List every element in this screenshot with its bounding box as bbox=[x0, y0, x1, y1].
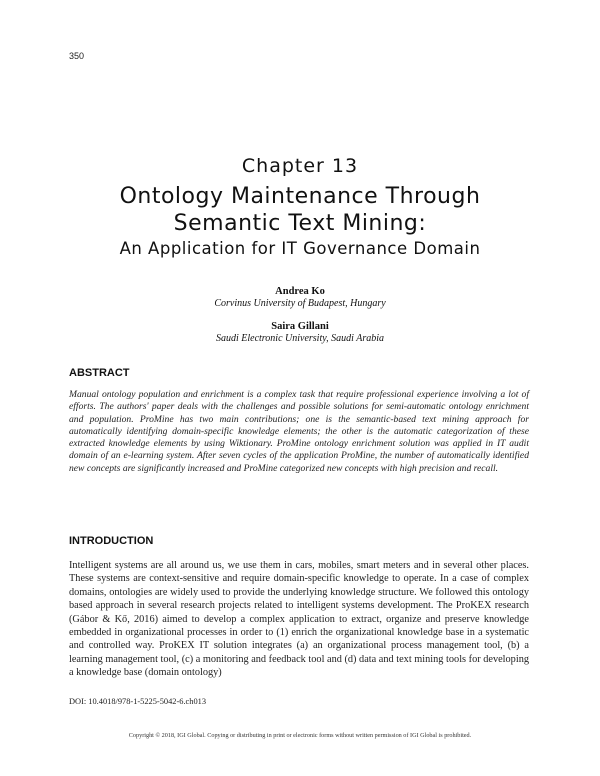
chapter-label: Chapter 13 bbox=[241, 155, 359, 177]
introduction-text: Intelligent systems are all around us, we use them in cars, mobiles, smart meters and in several other places. These systems are context-sensitive and require domain-specific knowledge to operate. In a case of complex domains, ontologies are widely used to provide the underlying knowledge structure. We followed this ontology based approach in several research projects related to intelligent systems development. The ProKEX research (Gábor & Kő, 2016) aimed to develop a complex application to extract, organize and preserve knowledge embedded in organizational processes in order to (1) enrich the organizational knowledge base in a systematic and controlled way. ProKEX IT solution integrates (a) an organizational process management tool, (b) a learning management tool, (c) a monitoring and feedback tool and (d) data and text mining tools for developing a knowledge base (domain ontology) bbox=[69, 560, 529, 679]
page-number: 350 bbox=[69, 51, 85, 61]
copyright-notice: Copyright © 2018, IGI Global. Copying or distributing in print or electronic forms without written permission of IGI Global is prohibited. bbox=[128, 732, 472, 739]
author-affiliation-2: Saudi Electronic University, Saudi Arabia bbox=[215, 333, 385, 344]
author-affiliation-1: Corvinus University of Budapest, Hungary bbox=[214, 298, 386, 309]
abstract-text: Manual ontology population and enrichment is a complex task that require professional experience involving a lot of efforts. The authors' paper deals with the challenges and possible solutions for semi-automatic ontology enrichment and population. ProMine has two main contributions; one is the semantic-based text mining approach for automatically identifying domain-specific knowledge elements; the other is the automatic categorization of these extracted knowledge elements by using Wiktionary. ProMine ontology enrichment solution was applied in IT audit domain of an e-learning system. After seven cycles of the application ProMine, the number of automatically identified new concepts are significantly increased and ProMine categorized new concepts with high precision and recall. bbox=[69, 389, 529, 474]
doi: DOI: 10.4018/978-1-5225-5042-6.ch013 bbox=[69, 697, 207, 706]
author-name-1: Andrea Ko bbox=[275, 286, 325, 297]
chapter-title-line-1: Ontology Maintenance Through bbox=[119, 184, 481, 209]
abstract-heading: ABSTRACT bbox=[69, 367, 130, 379]
chapter-subtitle: An Application for IT Governance Domain bbox=[119, 239, 481, 258]
author-name-2: Saira Gillani bbox=[271, 321, 329, 332]
chapter-title-line-2: Semantic Text Mining: bbox=[173, 211, 427, 236]
introduction-heading: INTRODUCTION bbox=[69, 535, 154, 547]
